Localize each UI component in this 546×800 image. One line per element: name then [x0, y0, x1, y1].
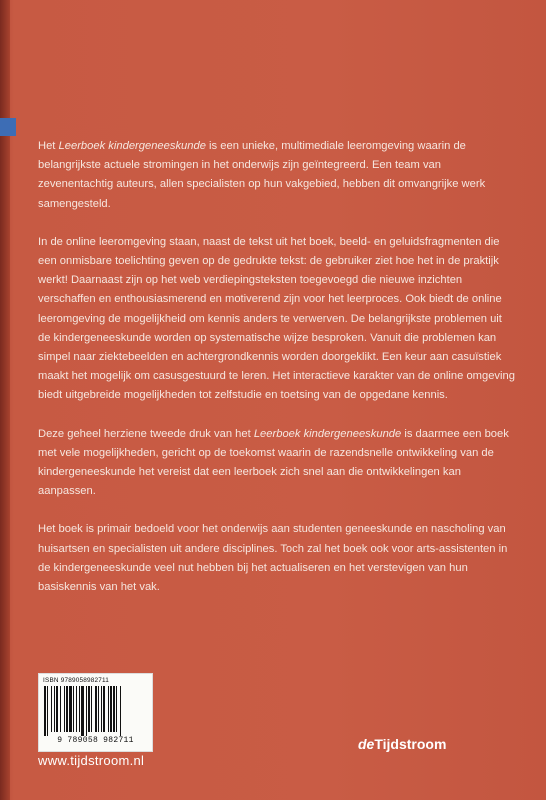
barcode-bar: [88, 686, 90, 732]
barcode-bar: [44, 686, 46, 736]
barcode-bar: [86, 686, 87, 736]
barcode-bar: [120, 686, 121, 736]
barcode-bar: [110, 686, 112, 732]
barcode-bar: [76, 686, 77, 732]
barcode-bar: [73, 686, 74, 732]
barcode-bar: [103, 686, 105, 732]
barcode-bar: [64, 686, 65, 732]
barcode-bar: [60, 686, 61, 732]
barcode-bar: [98, 686, 99, 732]
blue-accent-tab: [0, 118, 16, 136]
barcode-bar: [56, 686, 58, 732]
paragraph-3: Deze geheel herziene tweede druk van het Leerboek kindergeneeskunde is daarmee een boek met vele mogelijkheden, gericht op de toekomst waarin de razendsnelle ontwikkeling van de kindergeneeskunde het vereist dat een leerboek zich snel aan die ontwikkelingen kan aanpassen.: [38, 427, 509, 498]
barcode-bar: [95, 686, 97, 732]
publisher-logo: deTijdstroom: [358, 736, 447, 752]
barcode-bar: [54, 686, 55, 732]
barcode-bar: [51, 686, 52, 732]
paragraph-4: Het boek is primair bedoeld voor het onderwijs aan studenten geneeskunde en nascholing van huisartsen en specialisten uit andere disciplines. Toch zal het boek ook voor arts-assistenten in de kindergeneeskunde veel nut hebben bij het actualiseren en het verstevigen van hun basiskennis van het vak.: [38, 523, 508, 594]
barcode-digits: 9 789058 982711: [57, 736, 134, 745]
barcode-bar: [66, 686, 68, 732]
barcode-bar: [113, 686, 115, 732]
barcode-icon: [44, 686, 147, 736]
barcode-bar: [91, 686, 92, 732]
website-url: www.tijdstroom.nl: [38, 753, 145, 768]
barcode-bar: [79, 686, 80, 732]
barcode-bar: [47, 686, 48, 736]
barcode-bar: [108, 686, 109, 732]
barcode-bar: [101, 686, 102, 732]
blurb-text: [38, 137, 516, 616]
barcode-bar: [69, 686, 72, 732]
isbn-label: ISBN 9789058982711: [43, 677, 110, 684]
barcode-bar: [81, 686, 84, 736]
paragraph-2: In de online leeromgeving staan, naast de tekst uit het boek, beeld- en geluidsfragmenten die een onmisbare toelichting geven op de gedrukte tekst: de gebruiker ziet hoe het in de praktijk werkt! Daarnaast zijn op het web verdiepingsteksten toegevoegd die nieuwe inzichten verschaffen en enthousiasmerend en motiverend zijn voor het leerproces. Ook biedt de online leeromgeving de mogelijkheid om kennis anders te verwerven. De belangrijkste problemen uit de kindergeneeskunde worden op systematische wijze besproken. Vanuit die problemen kan simpel naar ziektebeelden en achtergrondkennis worden doorgeklikt. Een keur aan casuïstiek maakt het mogelijk om casusgestuurd te leren. Het interactieve karakter van de online omgeving biedt uitgebreide mogelijkheden tot zelfstudie en toetsing van de opgedane kennis.: [38, 235, 515, 402]
isbn-barcode: [38, 673, 153, 752]
barcode-bar: [116, 686, 117, 732]
paragraph-1: Het Leerboek kindergeneeskunde is een unieke, multimediale leeromgeving waarin de belangrijkste actuele stromingen in het onderwijs zijn geïntegreerd. Een team van zevenentachtig auteurs, allen specialisten op hun vakgebied, hebben dit omvangrijke werk samengesteld.: [38, 140, 486, 210]
